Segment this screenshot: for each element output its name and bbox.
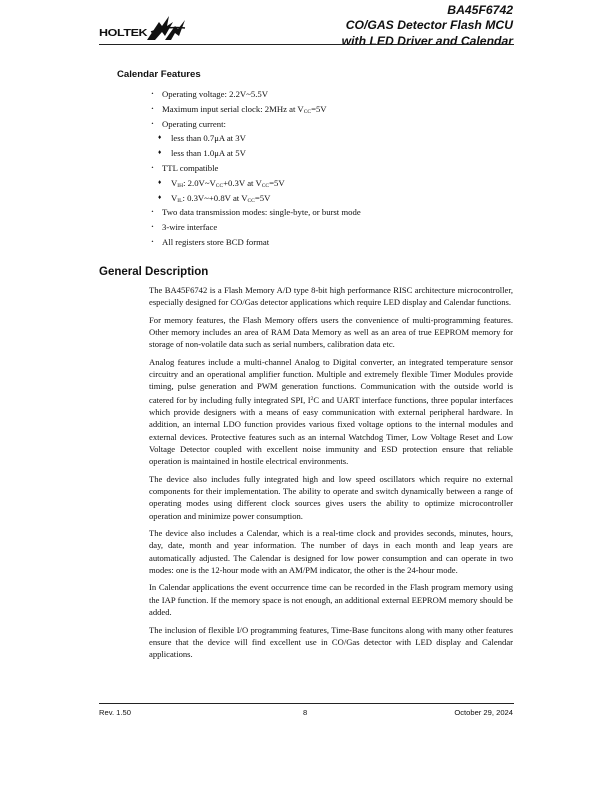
item-text: less than 0.7μA at 3V bbox=[171, 133, 246, 144]
document-title bbox=[342, 3, 513, 49]
paragraph: In Calendar applications the event occurrence time can be recorded in the Flash program memory using the IAP function. If the memory space is not enough, an additional external EEPROM memory should be added. bbox=[149, 582, 513, 618]
subscript: CC bbox=[247, 197, 255, 204]
paragraph: The BA45F6742 is a Flash Memory A/D type 8-bit high performance RISC architecture microcontroller, especially designed for CO/Gas detector applications which require LED display and Calendar functions. bbox=[149, 285, 513, 308]
paragraph: For memory features, the Flash Memory offers users the convenience of multi-programming features. Other memory includes an area of RAM Data Memory as well as an area of true EEPROM memory for storage of non-volatile data such as serial numbers, calibration data etc. bbox=[149, 314, 513, 350]
subscript: CC bbox=[215, 182, 224, 189]
paragraph-text: Analog features include a multi-channel Analog to Digital converter, an integrated temperature sensor circuitry and an operational amplifier function. Multiple and extremely flexible Timer Modules provide timing, pulse generation and PWM generation functions. Communication with the outside world is catered for by including fully integrated SPI, I bbox=[149, 356, 513, 405]
holtek-logo bbox=[99, 14, 189, 42]
sub-list-item bbox=[150, 131, 361, 146]
item-text: Operating voltage: 2.2V~5.5V bbox=[162, 89, 269, 99]
sub-list-item bbox=[150, 146, 361, 161]
list-item bbox=[150, 205, 361, 220]
part-number: BA45F6742 bbox=[447, 3, 513, 17]
calendar-features-list bbox=[150, 87, 361, 250]
list-item bbox=[150, 220, 361, 235]
item-text: =5V bbox=[311, 103, 327, 114]
calendar-features-heading: Calendar Features bbox=[117, 69, 201, 80]
item-text: =5V bbox=[254, 192, 271, 203]
logo-text: HOLTEK bbox=[99, 28, 148, 39]
item-text: Operating current: bbox=[162, 118, 226, 129]
list-item bbox=[150, 161, 361, 176]
item-text: All registers store BCD format bbox=[162, 236, 270, 247]
title-line-2: with LED Driver and Calendar bbox=[341, 33, 513, 48]
paragraph: The device also includes a Calendar, which is a real-time clock and provides seconds, minutes, hours, day, date, month and year information. The number of days in each month and leap years are automatically adjusted. The Calendar is designed for low power consumption and can operate in two modes: one is the 12-hour mode with an AM/PM indicator, the other is the 24-hour mode. bbox=[149, 528, 513, 575]
subscript: CC bbox=[261, 182, 270, 189]
list-item bbox=[150, 102, 361, 117]
general-description-body bbox=[149, 284, 513, 666]
subscript: CC bbox=[303, 108, 312, 115]
footer-date: October 29, 2024 bbox=[454, 708, 513, 717]
paragraph: The inclusion of flexible I/O programming features, Time-Base funcitons along with many other features ensure that the device will find excellent use in CO/Gas detector with LED display and Calendar applications. bbox=[149, 624, 513, 660]
item-text: TTL compatible bbox=[162, 162, 219, 173]
list-item bbox=[150, 235, 361, 250]
header-divider bbox=[99, 44, 514, 45]
page-number: 8 bbox=[303, 708, 308, 717]
item-text: less than 1.0μA at 5V bbox=[171, 148, 246, 159]
subscript: IH bbox=[177, 182, 184, 189]
title-line-1: CO/GAS Detector Flash MCU bbox=[345, 18, 513, 33]
superscript: 2 bbox=[310, 395, 314, 402]
sub-list-item bbox=[150, 191, 361, 206]
paragraph: The device also includes fully integrated high and low speed oscillators which require no external components for their implementation. The ability to operate and switch dynamically between a range of operating modes using different clock sources gives users the ability to optimize microcontroller operation and minimize power consumption. bbox=[149, 473, 513, 521]
sub-list-item bbox=[150, 176, 361, 191]
footer-divider bbox=[99, 703, 514, 704]
paragraph bbox=[149, 356, 513, 468]
item-text: Maximum input serial clock: 2MHz at V bbox=[162, 103, 304, 114]
list-item bbox=[150, 117, 361, 132]
item-text: : 0.3V~+0.8V at V bbox=[182, 192, 248, 203]
subscript: IL bbox=[177, 197, 183, 204]
logo-mark-icon bbox=[145, 14, 187, 42]
item-text: Two data transmission modes: single-byte, or burst mode bbox=[162, 207, 361, 218]
item-text: V bbox=[171, 192, 178, 203]
paragraph-text: C and UART interface functions, three popular interfaces which provide designers with a means of easy communication with external peripheral hardware. In addition, an internal LDO function provides various fixed voltage options to the internal modules and external devices. Protective features such as an internal Watchdog Timer, Low Voltage Reset and Low Voltage Detector coupled with excellent noise immunity and ESD protection ensure that reliable operation is maintained in hostile electrical environments. bbox=[149, 394, 513, 467]
general-description-heading: General Description bbox=[99, 266, 209, 278]
revision: Rev. 1.50 bbox=[99, 708, 131, 717]
item-text: 3-wire interface bbox=[162, 222, 218, 233]
item-text: =5V bbox=[269, 177, 285, 188]
list-item bbox=[150, 87, 361, 102]
item-text: V bbox=[171, 177, 178, 188]
item-text: +0.3V at V bbox=[223, 177, 262, 188]
item-text: : 2.0V~V bbox=[183, 177, 216, 188]
